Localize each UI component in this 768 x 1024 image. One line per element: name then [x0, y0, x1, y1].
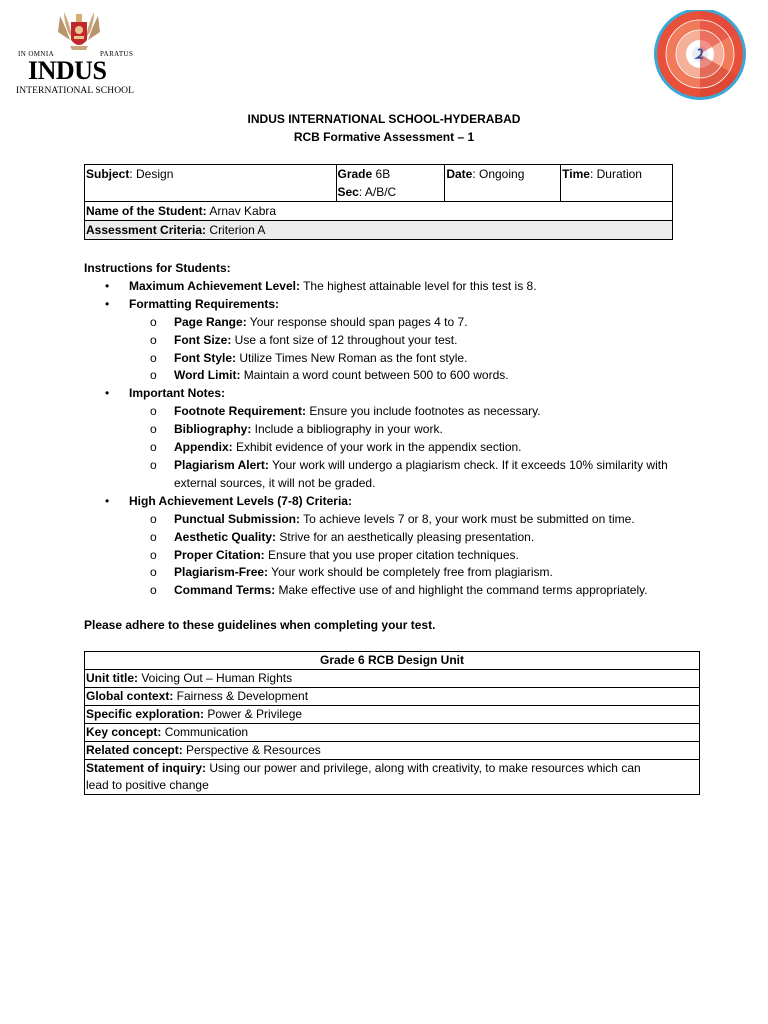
grade-label: Grade	[337, 167, 373, 181]
motto-right: PARATUS	[100, 50, 134, 58]
crest-icon	[56, 10, 102, 54]
item-label: Punctual Submission:	[174, 511, 301, 526]
item-label: High Achievement Levels (7-8) Criteria:	[129, 493, 352, 508]
table-row	[85, 742, 700, 760]
sub-list-item	[84, 457, 724, 493]
list-item	[84, 296, 724, 314]
item-text: Exhibit evidence of your work in the appendix section.	[232, 440, 522, 455]
sub-list-item	[84, 582, 724, 600]
table-cell	[85, 742, 700, 760]
date-cell	[445, 165, 561, 202]
time-cell	[561, 165, 673, 202]
table-cell	[85, 706, 700, 724]
sub-bullet-icon: o	[150, 529, 157, 544]
adhere-note: Please adhere to these guidelines when completing your test.	[84, 618, 436, 632]
item-label: Plagiarism Alert:	[174, 457, 269, 472]
item-label: Important Notes:	[129, 386, 225, 401]
sub-list-item	[84, 367, 724, 385]
grade-value: 6B	[372, 167, 391, 181]
row-label: Unit title:	[86, 671, 138, 685]
sub-list-item	[84, 350, 724, 368]
item-label: Footnote Requirement:	[174, 404, 306, 419]
myp-program-logo-icon	[650, 10, 750, 102]
list-item	[84, 278, 724, 296]
item-text: Include a bibliography in your work.	[251, 422, 443, 437]
info-row	[85, 165, 673, 202]
item-label: Word Limit:	[174, 368, 241, 383]
item-label: Formatting Requirements:	[129, 296, 280, 311]
item-label: Appendix:	[174, 440, 233, 455]
sub-list-item	[84, 511, 724, 529]
student-row	[85, 202, 673, 221]
subject-value: : Design	[129, 167, 174, 181]
sub-list-item	[84, 564, 724, 582]
sub-list-item	[84, 547, 724, 565]
motto-left: IN OMNIA	[18, 50, 55, 58]
item-text: Maintain a word count between 500 to 600 words.	[240, 368, 509, 383]
item-text: Use a font size of 12 throughout your test.	[231, 332, 458, 347]
bullet-icon: •	[105, 296, 110, 311]
item-text-continued: external sources, it will not be graded.	[174, 475, 376, 490]
time-value: : Duration	[589, 167, 642, 181]
item-label: Aesthetic Quality:	[174, 529, 277, 544]
item-text: Make effective use of and highlight the command terms appropriately.	[275, 583, 648, 598]
item-text: Your work should be completely free from plagiarism.	[268, 565, 553, 580]
date-value: : Ongoing	[472, 167, 525, 181]
row-label: Key concept:	[86, 725, 162, 739]
item-label: Font Style:	[174, 350, 236, 365]
sub-bullet-icon: o	[150, 350, 157, 365]
row-value: Using our power and privilege, along with creativity, to make resources which can	[206, 761, 641, 775]
sub-bullet-icon: o	[150, 583, 157, 598]
item-label: Bibliography:	[174, 422, 252, 437]
row-value: Perspective & Resources	[182, 743, 321, 757]
list-item	[84, 493, 724, 511]
table-cell	[85, 724, 700, 742]
sub-list-item	[84, 314, 724, 332]
instructions	[84, 260, 724, 600]
logo-subname: INTERNATIONAL SCHOOL	[16, 86, 135, 96]
time-label: Time	[562, 167, 590, 181]
item-text: The highest attainable level for this test is 8.	[299, 278, 537, 293]
sub-bullet-icon: o	[150, 422, 157, 437]
item-text: Utilize Times New Roman as the font style.	[236, 350, 468, 365]
table-cell	[85, 760, 700, 795]
logo-name: INDUS	[28, 56, 107, 85]
instructions-title: Instructions for Students:	[84, 261, 231, 275]
item-label: Plagiarism-Free:	[174, 565, 269, 580]
table-row	[85, 670, 700, 688]
item-label: Page Range:	[174, 314, 247, 329]
criteria-row	[85, 221, 673, 240]
table-cell	[85, 688, 700, 706]
item-text: Ensure that you use proper citation techniques.	[264, 547, 519, 562]
sub-list-item	[84, 332, 724, 350]
sub-bullet-icon: o	[150, 404, 157, 419]
sub-bullet-icon: o	[150, 565, 157, 580]
table-row	[85, 760, 700, 795]
criteria-value: Criterion A	[206, 223, 266, 237]
row-label: Related concept:	[86, 743, 183, 757]
date-label: Date	[446, 167, 473, 181]
sub-bullet-icon: o	[150, 332, 157, 347]
row-value: Power & Privilege	[204, 707, 303, 721]
table-row	[85, 688, 700, 706]
student-label: Name of the Student:	[86, 204, 207, 218]
row-value: Fairness & Development	[173, 689, 309, 703]
unit-table-title: Grade 6 RCB Design Unit	[85, 652, 700, 670]
sub-bullet-icon: o	[150, 314, 157, 329]
sub-bullet-icon: o	[150, 368, 157, 383]
bullet-icon: •	[105, 493, 110, 508]
page-subtitle: RCB Formative Assessment – 1	[293, 130, 475, 144]
item-label: Proper Citation:	[174, 547, 265, 562]
page-title: INDUS INTERNATIONAL SCHOOL-HYDERABAD	[247, 112, 521, 126]
item-text: Ensure you include footnotes as necessary.	[306, 404, 541, 419]
item-label: Maximum Achievement Level:	[129, 278, 300, 293]
table-cell	[85, 670, 700, 688]
row-value-continued: lead to positive change	[86, 778, 209, 792]
table-row	[85, 652, 700, 670]
subject-cell	[85, 165, 337, 202]
sub-bullet-icon: o	[150, 547, 157, 562]
item-label: Font Size:	[174, 332, 232, 347]
bullet-icon: •	[105, 386, 110, 401]
sub-bullet-icon: o	[150, 440, 157, 455]
sec-label: Sec	[337, 185, 359, 199]
criteria-cell	[85, 221, 673, 240]
item-text: Your response should span pages 4 to 7.	[246, 314, 468, 329]
criteria-label: Assessment Criteria:	[86, 223, 207, 237]
sub-list-item	[84, 529, 724, 547]
row-label: Global context:	[86, 689, 174, 703]
list-item	[84, 385, 724, 403]
row-value: Communication	[161, 725, 249, 739]
row-value: Voicing Out – Human Rights	[138, 671, 293, 685]
unit-table	[84, 651, 700, 795]
sub-bullet-icon: o	[150, 457, 157, 472]
table-row	[85, 706, 700, 724]
grade-cell	[336, 165, 445, 202]
item-label: Command Terms:	[174, 583, 276, 598]
school-logo	[14, 8, 135, 98]
item-text: Your work will undergo a plagiarism check. If it exceeds 10% similarity with	[268, 457, 668, 472]
sub-list-item	[84, 421, 724, 439]
row-label: Statement of inquiry:	[86, 761, 207, 775]
student-cell	[85, 202, 673, 221]
row-label: Specific exploration:	[86, 707, 205, 721]
sub-list-item	[84, 403, 724, 421]
bullet-icon: •	[105, 278, 110, 293]
info-table	[84, 164, 673, 240]
subject-label: Subject	[86, 167, 130, 181]
item-text: To achieve levels 7 or 8, your work must be submitted on time.	[300, 511, 635, 526]
sub-bullet-icon: o	[150, 511, 157, 526]
table-row	[85, 724, 700, 742]
sec-value: : A/B/C	[358, 185, 397, 199]
item-text: Strive for an aesthetically pleasing presentation.	[276, 529, 535, 544]
student-value: Arnav Kabra	[206, 204, 277, 218]
sub-list-item	[84, 439, 724, 457]
